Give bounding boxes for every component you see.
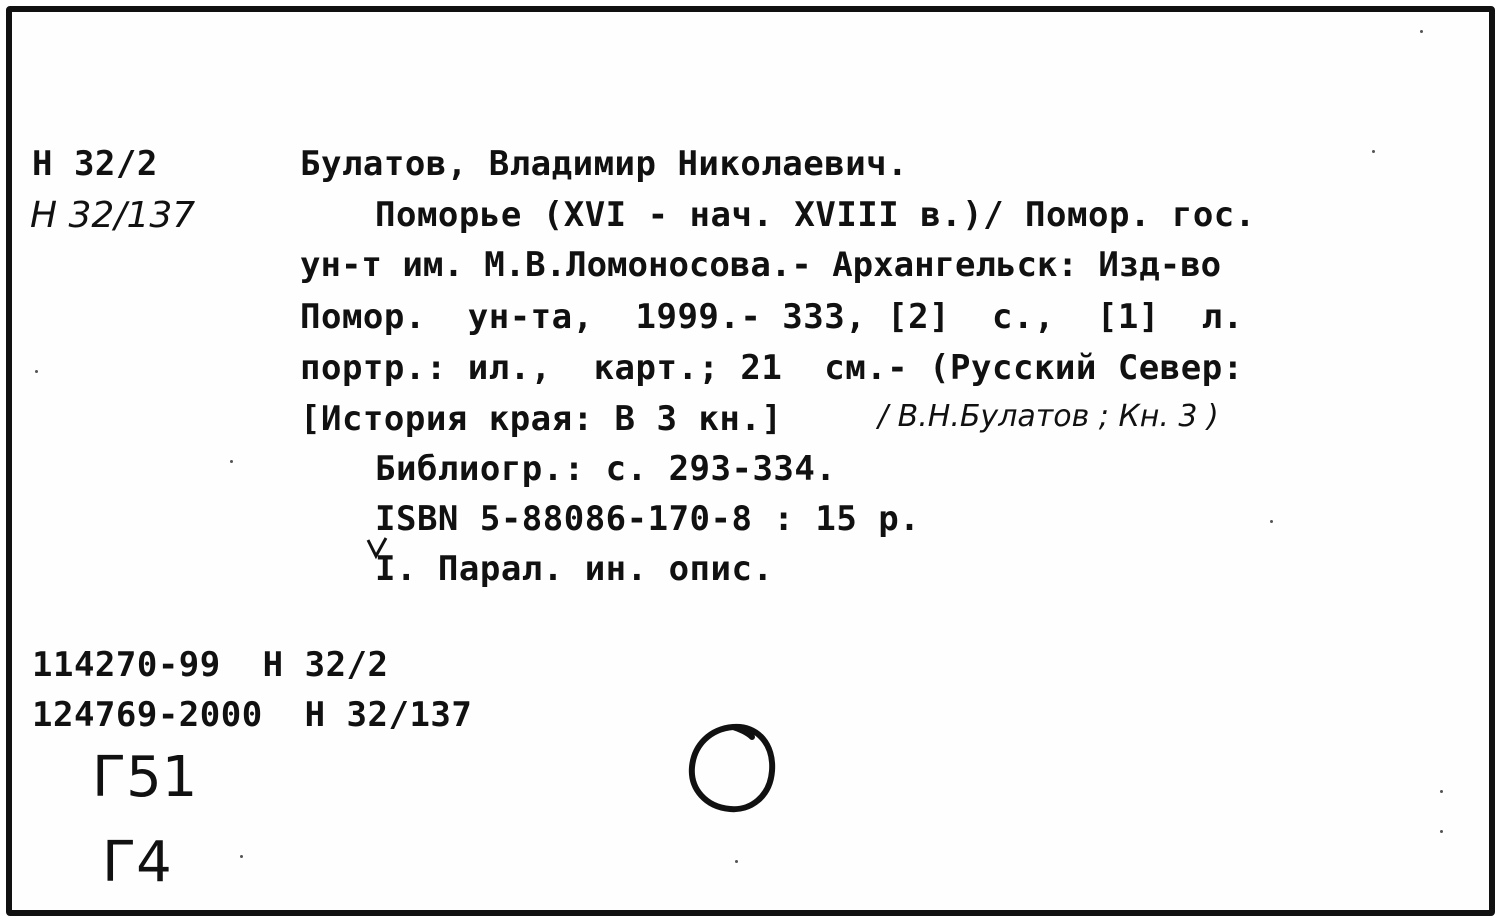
shelf-mark-primary: Н 32/2 [32,144,158,184]
bibliography-note: Библиогр.: с. 293-334. [375,449,837,489]
accession-1: 114270-99 Н 32/2 [32,645,389,685]
handwritten-responsibility: / В.Н.Булатов ; Кн. 3 ) [878,399,1219,434]
scan-speck [35,370,38,373]
scan-speck [735,860,738,863]
scan-speck [1440,830,1443,833]
check-mark-icon [362,532,402,572]
scan-speck [230,460,233,463]
scan-speck [1420,30,1423,33]
scan-speck [1270,520,1273,523]
scan-speck [1372,150,1375,153]
isbn-note: ISBN 5-88086-170-8 : 15 р. [375,499,921,539]
hand-drawn-circle-icon [678,715,788,825]
series-line: [История края: В 3 кн.] [300,399,783,439]
accession-2: 124769-2000 Н 32/137 [32,695,473,735]
parallel-title-note: I. Парал. ин. опис. [375,549,774,589]
scan-speck [1440,790,1443,793]
handwritten-code-1: Г51 [92,745,198,810]
title-line-4: портр.: ил., карт.; 21 см.- (Русский Север: [300,348,1244,388]
title-line-3: Помор. ун-та, 1999.- 333, [2] с., [1] л. [300,297,1244,337]
title-line-1: Поморье (XVI - нач. XVIII в.)/ Помор. гос. [375,195,1256,235]
title-line-2: ун-т им. М.В.Ломоносова.- Архангельск: Изд-во [300,245,1222,285]
handwritten-code-2: Г4 [102,830,172,895]
shelf-mark-handwritten: Н 32/137 [30,195,196,236]
author-heading: Булатов, Владимир Николаевич. [300,144,909,184]
scan-speck [240,855,243,858]
